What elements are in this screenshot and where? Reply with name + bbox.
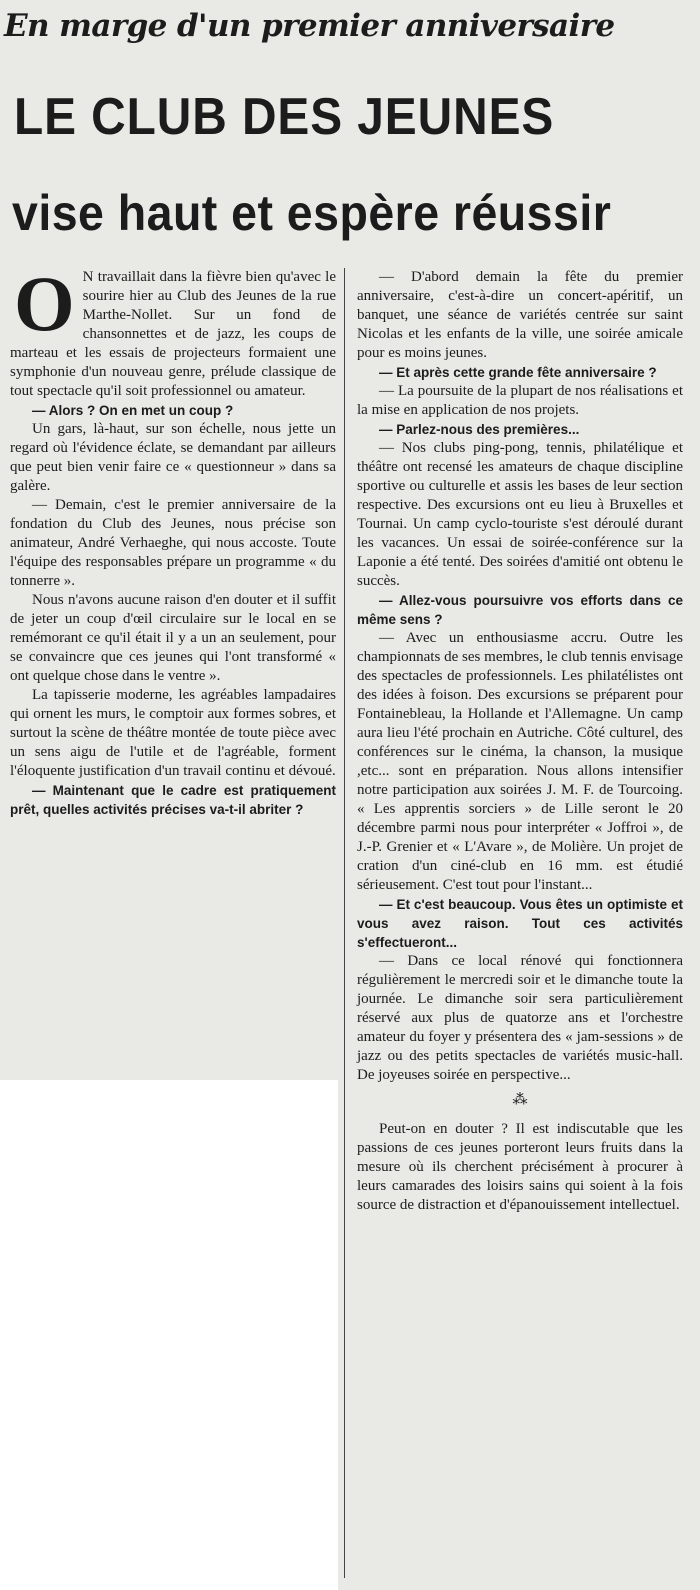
- paragraph: N travaillait dans la fièvre bien qu'avec le sourire hier au Club des Jeunes de la rue Marthe-Nollet. Sur un fond de chansonnettes et de jazz, les coups de marteau et les essais de projecteurs formaient une symphonie d'un nouveau genre, prélude classique de tout spectacle qu'il soit professionnel ou amateur.: [10, 269, 336, 399]
- article-column-left: [10, 260, 336, 819]
- question: — Allez-vous poursuivre vos efforts dans ce même sens ?: [357, 593, 683, 627]
- question: — Et c'est beaucoup. Vous êtes un optimiste et vous avez raison. Tout ces activités s'effectueront...: [357, 897, 683, 950]
- asterism-separator: ⁂: [512, 1092, 528, 1108]
- column-rule: [344, 268, 345, 1578]
- paragraph: — Demain, c'est le premier anniversaire de la fondation du Club des Jeunes, nous précise son animateur, André Verhaeghe, qui nous accoste. Toute l'équipe des responsables prépare un programme « du tonnerre ».: [10, 497, 336, 589]
- question: — Et après cette grande fête anniversaire ?: [379, 365, 657, 380]
- headline-sub: vise haut et espère réussir: [12, 185, 612, 241]
- question: — Parlez-nous des premières...: [379, 422, 580, 437]
- headline-main: LE CLUB DES JEUNES: [14, 88, 555, 146]
- article-column-right: [357, 268, 683, 1215]
- question: — Maintenant que le cadre est pratiquement prêt, quelles activités précises va-t-il abriter ?: [10, 783, 336, 817]
- paragraph: Nous n'avons aucune raison d'en douter et il suffit de jeter un coup d'œil circulaire sur le local en se remémorant ce qu'il était il y a un an seulement, pour se convaincre que ces jeunes qui l'ont transformé « ont quelque chose dans le ventre ».: [10, 592, 336, 684]
- drop-cap: O: [14, 260, 75, 347]
- paragraph: Peut-on en douter ? Il est indiscutable que les passions de ces jeunes porteront leurs fruits dans la mesure où ils cherchent précisément à procurer à leurs camarades des loisirs sains qui soient à la fois source de distraction et d'épanouissement intellectuel.: [357, 1121, 683, 1213]
- paragraph: — La poursuite de la plupart de nos réalisations et la mise en application de nos projets.: [357, 383, 683, 418]
- paragraph: Un gars, là-haut, sur son échelle, nous jette un regard où l'évidence éclate, se demandant par ailleurs que peut bien venir faire ce « questionneur » dans sa galère.: [10, 421, 336, 494]
- paragraph: — Nos clubs ping-pong, tennis, philatélique et théâtre ont recensé les amateurs de chaque discipline sportive ou culturelle et assis les bases de leur section respective. Des excursions ont eu lieu à Bruxelles et Tournai. Un camp cyclo-touriste s'est déroulé durant les vacances. Un essai de soirée-conférence sur la Laponie a été tenté. Des soirées d'amitié ont obtenu le succès.: [357, 440, 683, 589]
- paragraph: — Avec un enthousiasme accru. Outre les championnats de ses membres, le club tennis envisage des spectacles de professionnels. Les philatélistes ont des idées à foison. Des excursions se préparent pour Fontainebleau, la Hollande et l'Allemagne. Un camp aura lieu l'été prochain en Autriche. Côté culturel, des conférences sur le cinéma, la chanson, la musique ,etc... sont en préparation. Nous allons intensifier notre participation aux soirées J. M. F. de Tourcoing. « Les apprentis sorciers » de Lille seront le 20 décembre parmi nous pour interpréter « Joffroi », de J.-P. Grenier et « L'Avare », de Molière. Un projet de cration d'un ciné-club en 16 mm. est étudié sérieusement. C'est tout pour l'instant...: [357, 630, 683, 893]
- paragraph: La tapisserie moderne, les agréables lampadaires qui ornent les murs, le comptoir aux formes sobres, et surtout la scène de théâtre montée de toute pièce avec un sens aigu de l'utile et de l'agréable, forment l'éloquente justification d'un travail continu et dévoué.: [10, 687, 336, 779]
- question: — Alors ? On en met un coup ?: [32, 403, 234, 418]
- paragraph: — D'abord demain la fête du premier anniversaire, c'est-à-dire un concert-apéritif, un banquet, une séance de variétés centrée sur saint Nicolas et les enfants de la ville, une soirée amicale pour es moins jeunes.: [357, 269, 683, 361]
- paragraph: — Dans ce local rénové qui fonctionnera régulièrement le mercredi soir et le dimanche toute la journée. Le dimanche soir sera particulièrement réservé aux plus de quatorze ans et l'orchestre amateur du foyer y présentera des « jam-sessions » de jazz ou des petits spectacles de variétés music-hall. De joyeuses soirée en perspective...: [357, 953, 683, 1083]
- kicker-line: En marge d'un premier anniversaire: [4, 8, 615, 44]
